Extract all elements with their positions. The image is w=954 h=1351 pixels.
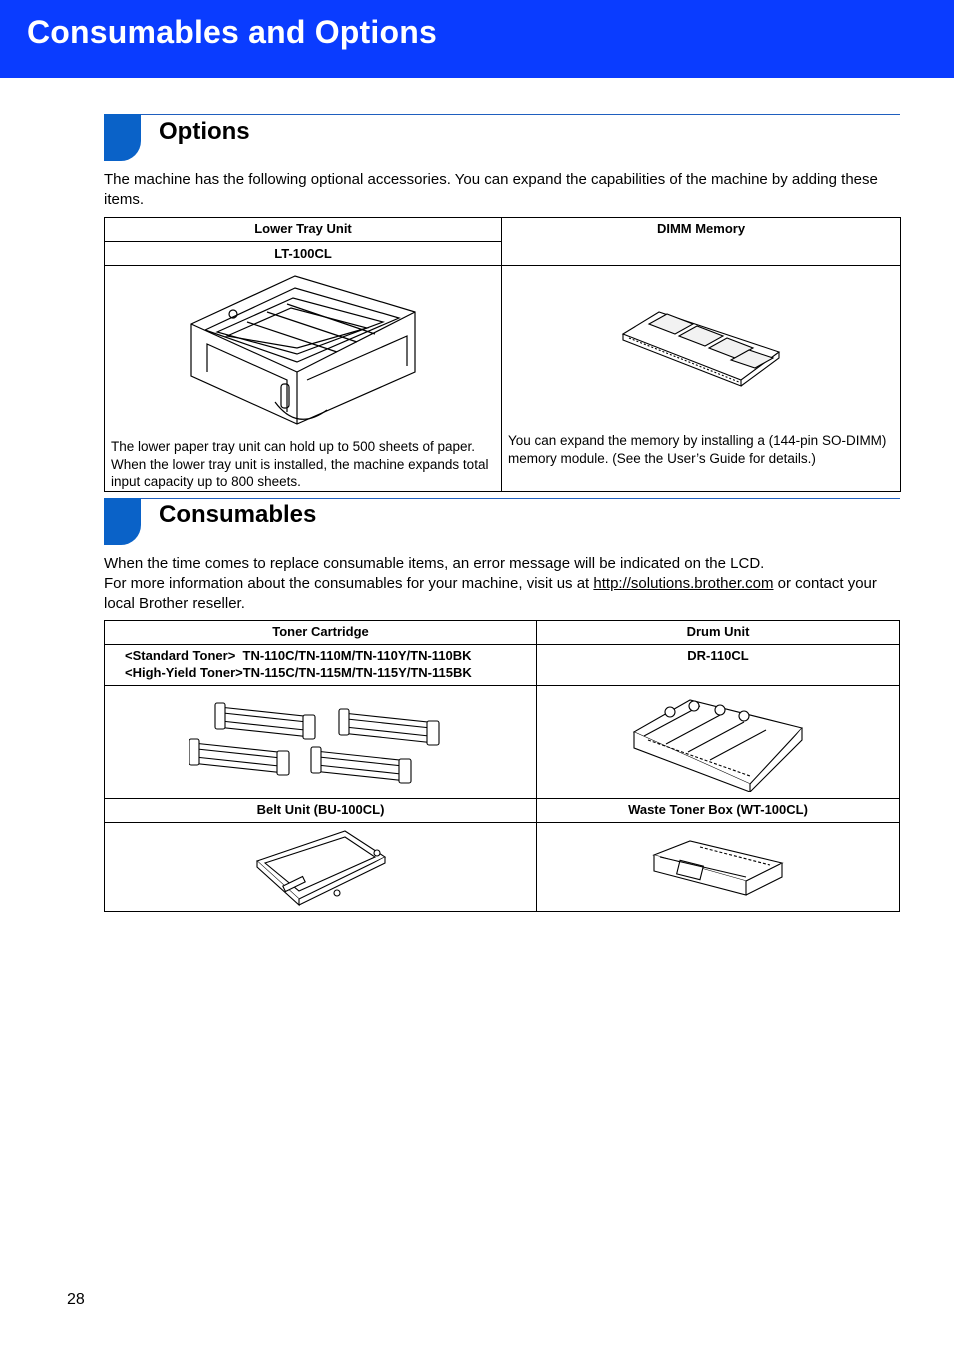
- lower-tray-image: [187, 272, 419, 428]
- lower-tray-cell: [105, 266, 502, 492]
- toner-standard: <Standard Toner> TN-110C/TN-110M/TN-110Y/TN-110BK: [125, 648, 472, 663]
- belt-image-cell: [105, 823, 537, 912]
- options-heading: Options: [159, 118, 250, 145]
- waste-image-cell: [537, 823, 900, 912]
- belt-unit-image: [253, 827, 389, 907]
- consumables-line-2-suffix: or contact your local Brother reseller.: [104, 575, 877, 612]
- toner-cartridges-image: [189, 695, 453, 789]
- consumables-intro: [104, 554, 904, 614]
- toner-name: Toner Cartridge: [105, 621, 537, 645]
- dimm-cell: [502, 266, 901, 492]
- solutions-link[interactable]: http://solutions.brother.com: [593, 575, 774, 592]
- options-rule: [104, 114, 900, 115]
- page-banner: [0, 0, 954, 78]
- belt-name: Belt Unit (BU-100CL): [105, 799, 537, 823]
- consumables-heading: Consumables: [159, 501, 317, 528]
- toner-high-yield: <High-Yield Toner>TN-115C/TN-115M/TN-115Y/TN-115BK: [125, 665, 472, 680]
- page-title: Consumables and Options: [27, 14, 437, 50]
- waste-name: Waste Toner Box (WT-100CL): [537, 799, 900, 823]
- consumables-rule: [104, 498, 900, 499]
- options-tab-marker: [104, 114, 141, 161]
- options-intro: The machine has the following optional accessories. You can expand the capabilities of the machine by adding these items.: [104, 171, 878, 208]
- lower-tray-model: LT-100CL: [105, 242, 502, 266]
- page-number: 28: [67, 1291, 85, 1308]
- drum-name: Drum Unit: [537, 621, 900, 645]
- dimm-name: DIMM Memory: [502, 218, 901, 266]
- consumables-tab-marker: [104, 498, 141, 545]
- toner-image-cell: [105, 686, 537, 799]
- drum-model: DR-110CL: [537, 645, 900, 686]
- dimm-description: You can expand the memory by installing a (144-pin SO-DIMM) memory module. (See the User’s Guide for details.): [508, 433, 887, 466]
- lower-tray-name: Lower Tray Unit: [105, 218, 502, 242]
- consumables-line-2-prefix: For more information about the consumables for your machine, visit us at: [104, 575, 594, 592]
- drum-image-cell: [537, 686, 900, 799]
- toner-models: [105, 645, 537, 686]
- waste-toner-box-image: [650, 837, 786, 897]
- lower-tray-description: The lower paper tray unit can hold up to 500 sheets of paper. When the lower tray unit is installed, the machine expands total input capacity up to 800 sheets.: [111, 439, 489, 489]
- drum-unit-image: [630, 692, 806, 792]
- options-table: [104, 217, 901, 492]
- consumables-line-1: When the time comes to replace consumable items, an error message will be indicated on the LCD.: [104, 555, 765, 572]
- dimm-image: [619, 310, 783, 390]
- consumables-table: [104, 620, 900, 912]
